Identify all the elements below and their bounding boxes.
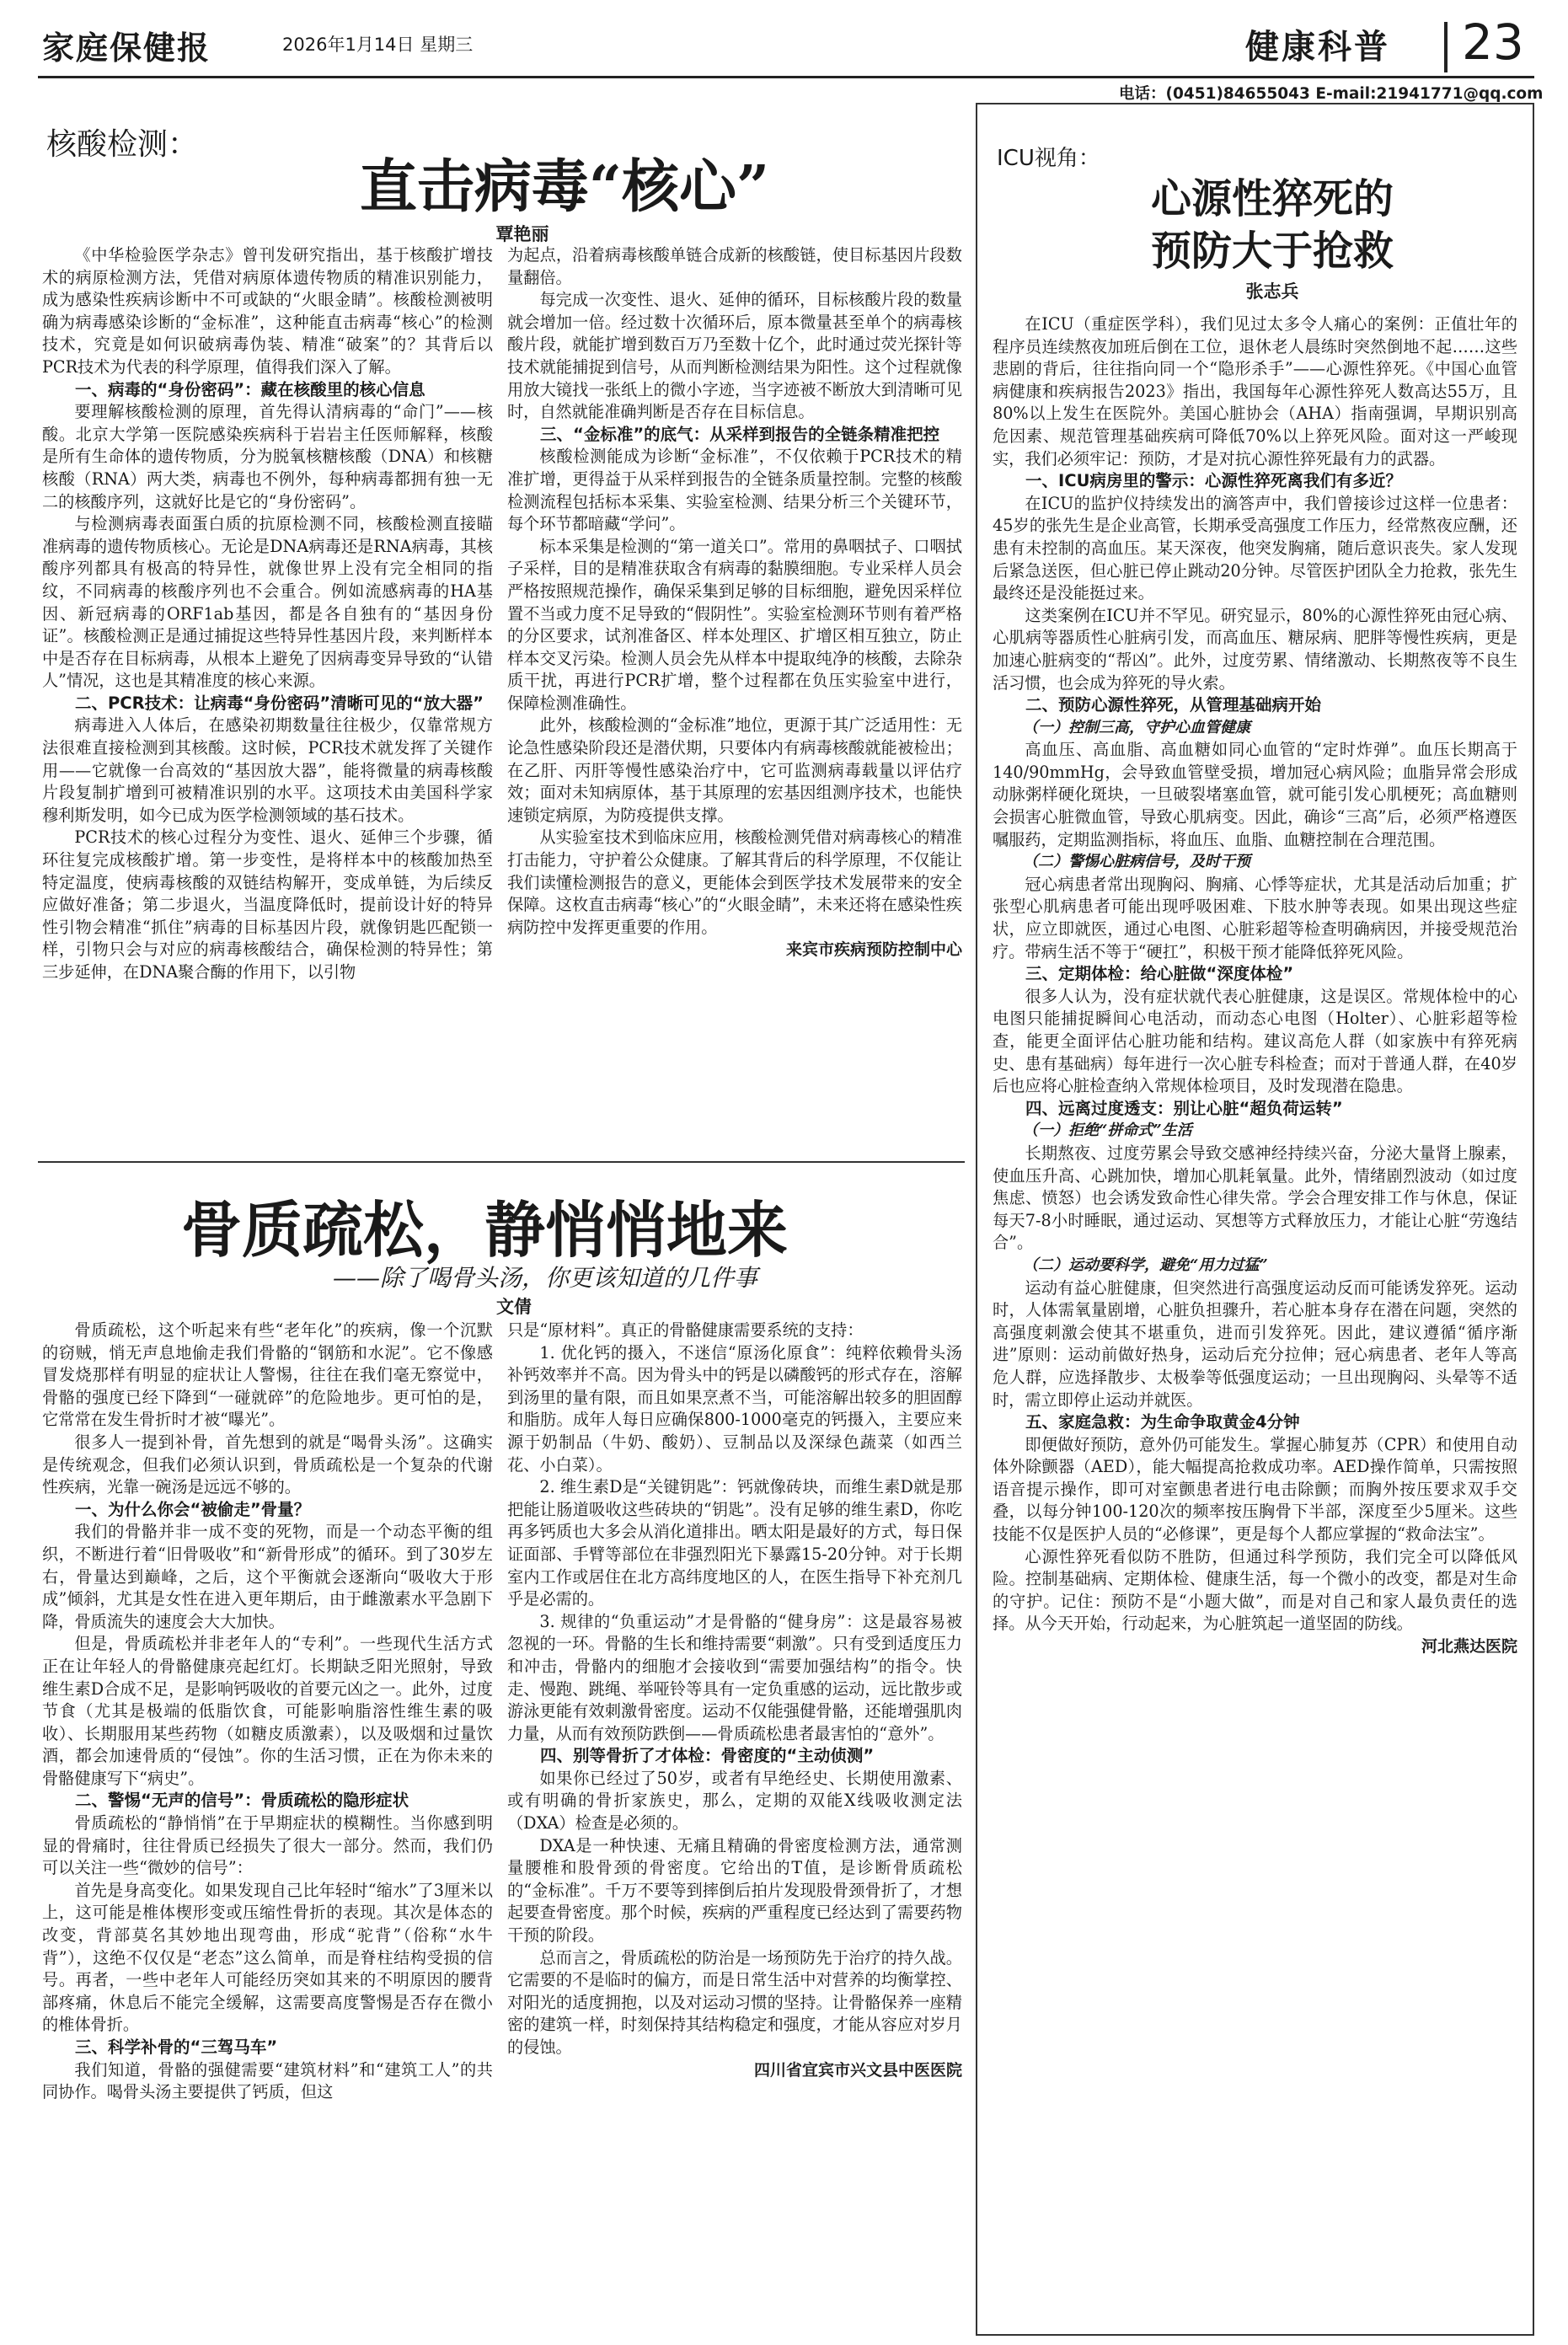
paragraph: 每完成一次变性、退火、延伸的循环，目标核酸片段的数量就会增加一倍。经过数十次循环后，原本微量甚至单个的病毒核酸片段，就能扩增到数百万乃至数十亿个，此时通过荧光探针等技术就能捕捉到信号，从而判断检测结果为阳性。这个过程就像用放大镜找一张纸上的微小字迹，当字迹被不断放大到清晰可见时，自然就能准确判断是否存在目标信息。: [507, 290, 962, 422]
paragraph: 此外，核酸检测的“金标准”地位，更源于其广泛适用性：无论急性感染阶段还是潜伏期，只要体内有病毒核酸就能被检出；在乙肝、丙肝等慢性感染治疗中，它可监测病毒载量以评估疗效；面对未知病原体，基于其原理的宏基因组测序技术，也能快速锁定病原，为防疫提供支撑。: [507, 715, 962, 825]
article3-author: 张志兵: [1245, 281, 1299, 302]
section-name: 健康科普: [1245, 27, 1390, 67]
paragraph: 冠心病患者常出现胸闷、胸痛、心悸等症状，尤其是活动后加重；扩张型心肌病患者可能出现呼吸困难、下肢水肿等表现。如果出现这些症状，应立即就医，通过心电图、心脏彩超等检查明确病因，并接受规范治疗。带病生活不等于“硬扛”，积极干预才能降低猝死风险。: [993, 874, 1517, 961]
paragraph: 骨质疏松，这个听起来有些“老年化”的疾病，像一个沉默的窃贼，悄无声息地偷走我们骨骼的“钢筋和水泥”。它不像感冒发烧那样有明显的症状让人警惕，往往在我们毫无察觉中，骨骼的强度已经下降到“一碰就碎”的危险地步。更可怕的是，它常常在发生骨折时才被“曝光”。: [42, 1320, 493, 1430]
paragraph: 为起点，沿着病毒核酸单链合成新的核酸链，使目标基因片段数量翻倍。: [507, 245, 962, 287]
section-heading: 一、ICU病房里的警示：心源性猝死离我们有多近？: [1025, 471, 1402, 491]
article2-subtitle: ——除了喝骨头汤，你更该知道的几件事: [333, 1264, 758, 1292]
sub-heading: （一）控制三高，守护心血管健康: [1023, 718, 1250, 736]
article2-column-2: [507, 1320, 962, 2335]
paragraph: 运动有益心脏健康，但突然进行高强度运动反而可能诱发猝死。运动时，人体需氧量剧增，心脏负担骤升，若心脏本身存在潜在问题，突然的高强度刺激会使其不堪重负，进而引发猝死。因此，建议遵循“循序渐进”原则：运动前做好热身，运动后充分拉伸；冠心病患者、老年人等高危人群，应选择散步、太极拳等低强度运动；一旦出现胸闷、头晕等不适时，需立即停止运动并就医。: [993, 1277, 1517, 1410]
paragraph: 首先是身高变化。如果发现自己比年轻时“缩水”了3厘米以上，这可能是椎体楔形变或压缩性骨折的表现。其次是体态的改变，背部莫名其妙地出现弯曲，形成“驼背”（俗称“水牛背”），这绝不仅仅是“老态”这么简单，而是脊柱结构受损的信号。再者，一些中老年人可能经历突如其来的不明原因的腰背部疼痛，休息后不能完全缓解，这需要高度警惕是否存在微小的椎体骨折。: [42, 1880, 493, 2035]
section-heading: 一、为什么你会“被偷走”骨量？: [75, 1499, 311, 1519]
section-heading: 三、科学补骨的“三驾马车”: [75, 2037, 278, 2057]
section-heading: 四、别等骨折了才体检：骨密度的“主动侦测”: [540, 1746, 875, 1766]
paragraph: 标本采集是检测的“第一道关口”。常用的鼻咽拭子、口咽拭子采样，目的是精准获取含有病毒的黏膜细胞。专业采样人员会严格按照规范操作，确保采集到足够的目标细胞，避免因采样位置不当或力度不足导致的“假阴性”。实验室检测环节则有着严格的分区要求，试剂准备区、样本处理区、扩增区相互独立，防止样本交叉污染。检测人员会先从样本中提取纯净的核酸，去除杂质干扰，再进行PCR扩增，整个过程都在负压实验室中进行，保障检测准确性。: [507, 536, 962, 713]
paragraph: 3. 规律的“负重运动”才是骨骼的“健身房”：这是最容易被忽视的一环。骨骼的生长和维持需要“刺激”。只有受到适度压力和冲击，骨骼内的细胞才会接收到“需要加强结构”的指令。快走、慢跑、跳绳、举哑铃等具有一定负重感的运动，远比散步或游泳更能有效刺激骨密度。运动不仅能强健骨骼，还能增强肌肉力量，从而有效预防跌倒——骨质疏松患者最害怕的“意外”。: [507, 1611, 962, 1743]
section-heading: 三、定期体检：给心脏做“深度体检”: [1025, 964, 1294, 984]
article1-author: 覃艳丽: [495, 224, 549, 244]
sub-heading: （二）运动要科学，避免“用力过猛”: [1023, 1255, 1268, 1274]
article-divider: [38, 1161, 965, 1163]
paper-name: 家庭保健报: [42, 29, 211, 67]
article3-body: [993, 313, 1517, 2327]
paragraph: 在ICU的监护仪持续发出的滴答声中，我们曾接诊过这样一位患者：45岁的张先生是企业高管，长期承受高强度工作压力，经常熬夜应酬，还患有未控制的高血压。某天深夜，他突发胸痛，随后意识丧失。家人发现后紧急送医，但心脏已停止跳动20分钟。尽管医护团队全力抢救，张先生最终还是没能挺过来。: [993, 493, 1517, 603]
paragraph: 即便做好预防，意外仍可能发生。掌握心肺复苏（CPR）和使用自动体外除颤器（AED），能大幅提高抢救成功率。AED操作简单，只需按照语音提示操作，即可对室颤患者进行电击除颤；而胸外按压要求双手交叠，以每分钟100-120次的频率按压胸骨下半部，深度至少5厘米。这些技能不仅是医护人员的“必修课”，更是每个人都应掌握的“救命法宝”。: [993, 1434, 1517, 1545]
article1-column-1: [42, 244, 493, 1140]
paragraph: 如果你已经过了50岁，或者有早绝经史、长期使用激素、或有明确的骨折家族史，那么，定期的双能X线吸收测定法（DXA）检查是必须的。: [507, 1768, 962, 1834]
paragraph: 高血压、高血脂、高血糖如同心血管的“定时炸弹”。血压长期高于140/90mmHg，会导致血管壁受损，增加冠心病风险；血脂异常会形成动脉粥样硬化斑块，一旦破裂堵塞血管，就可能引发心肌梗死；高血糖则会损害心脏微血管，导致心肌病变。因此，确诊“三高”后，必须严格遵医嘱服药，定期监测指标，将血压、血脂、血糖控制在合理范围。: [993, 740, 1517, 849]
section-heading: 四、远离过度透支：别让心脏“超负荷运转”: [1025, 1098, 1343, 1118]
section-heading: 一、病毒的“身份密码”：藏在核酸里的核心信息: [75, 379, 425, 399]
issue-date: 2026年1月14日 星期三: [282, 35, 474, 55]
source-credit: 来宾市疾病预防控制中心: [785, 940, 962, 960]
header-rule: [38, 76, 1534, 78]
paragraph: 但是，骨质疏松并非老年人的“专利”。一些现代生活方式正在让年轻人的骨骼健康亮起红灯。长期缺乏阳光照射，导致维生素D合成不足，是影响钙吸收的首要元凶之一。此外，过度节食（尤其是极端的低脂饮食，可能影响脂溶性维生素的吸收）、长期服用某些药物（如糖皮质激素），以及吸烟和过量饮酒，都会加速骨质的“侵蚀”。你的生活习惯，正在为你未来的骨骼健康写下“病史”。: [42, 1634, 493, 1788]
paragraph: 在ICU（重症医学科），我们见过太多令人痛心的案例：正值壮年的程序员连续熬夜加班后倒在工位，退休老人晨练时突然倒地不起……这些悲剧的背后，往往指向同一个“隐形杀手”——心源性猝死。《中国心血管病健康和疾病报告2023》指出，我国每年心源性猝死人数高达55万，且80%以上发生在医院外。美国心脏协会（AHA）指南强调，早期识别高危因素、规范管理基础疾病可降低70%以上猝死风险。面对这一严峻现实，我们必须牢记：预防，才是对抗心源性猝死最有力的武器。: [993, 314, 1517, 468]
article2-title: 骨质疏松，静悄悄地来: [180, 1194, 788, 1266]
header-vertical-rule: [1444, 22, 1448, 72]
paragraph: 要理解核酸检测的原理，首先得认清病毒的“命门”——核酸。北京大学第一医院感染疾病科于岩岩主任医师解释，核酸是所有生命体的遗传物质，分为脱氧核糖核酸（DNA）和核糖核酸（RNA）两大类，病毒也不例外，每种病毒都拥有独一无二的核酸序列，这就好比是它的“身份密码”。: [42, 402, 493, 511]
paragraph: 我们的骨骼并非一成不变的死物，而是一个动态平衡的组织，不断进行着“旧骨吸收”和“新骨形成”的循环。到了30岁左右，骨量达到巅峰，之后，这个平衡就会逐渐向“吸收大于形成”倾斜，尤其是女性在进入更年期后，由于雌激素水平急剧下降，骨质流失的速度会大大加快。: [42, 1522, 493, 1631]
section-heading: 五、家庭急救：为生命争取黄金4分钟: [1025, 1412, 1300, 1432]
section-heading: 二、PCR技术：让病毒“身份密码”清晰可见的“放大器”: [75, 693, 484, 713]
paragraph: 这类案例在ICU并不罕见。研究显示，80%的心源性猝死由冠心病、心肌病等器质性心脏病引发，而高血压、糖尿病、肥胖等慢性疾病，更是加速心脏病变的“帮凶”。此外，过度劳累、情绪激动、长期熬夜等不良生活习惯，也会成为猝死的导火索。: [993, 605, 1517, 693]
paragraph: 总而言之，骨质疏松的防治是一场预防先于治疗的持久战。它需要的不是临时的偏方，而是日常生活中对营养的均衡掌控、对阳光的适度拥抱，以及对运动习惯的坚持。让骨骼保养一座精密的建筑一样，时刻保持其结构稳定和强度，才能从容应对岁月的侵蚀。: [507, 1947, 962, 2057]
article1-kicker: 核酸检测：: [46, 127, 199, 162]
section-heading: 二、预防心源性猝死，从管理基础病开始: [1025, 695, 1322, 715]
paragraph: 病毒进入人体后，在感染初期数量往往极少，仅靠常规方法很难直接检测到其核酸。这时候，PCR技术就发挥了关键作用——它就像一台高效的“基因放大器”，能将微量的病毒核酸片段复制扩增到可被精准识别的水平。这项技术由美国科学家穆利斯发明，如今已成为医学检测领域的基石技术。: [42, 715, 493, 825]
paragraph: 核酸检测能成为诊断“金标准”，不仅依赖于PCR技术的精准扩增，更得益于从采样到报告的全链条质量控制。完整的核酸检测流程包括标本采集、实验室检测、结果分析三个关键环节，每个环节都暗藏“学问”。: [507, 447, 962, 534]
section-heading: 二、警惕“无声的信号”：骨质疏松的隐形症状: [75, 1791, 409, 1811]
paragraph: 2. 维生素D是“关键钥匙”：钙就像砖块，而维生素D就是那把能让肠道吸收这些砖块的“钥匙”。没有足够的维生素D，你吃再多钙质也大多会从消化道排出。晒太阳是最好的方式，每日保证面部、手臂等部位在非强烈阳光下暴露15-20分钟。对于长期室内工作或居住在北方高纬度地区的人，在医生指导下补充剂几乎是必需的。: [507, 1477, 962, 1609]
paragraph: 很多人认为，没有症状就代表心脏健康，这是误区。常规体检中的心电图只能捕捉瞬间心电活动，而动态心电图（Holter）、心脏彩超等检查，能更全面评估心脏功能和结构。建议高危人群（如家族中有猝死病史、患有基础病）每年进行一次心脏专科检查；而对于普通人群，在40岁后也应将心脏检查纳入常规体检项目，及时发现潜在隐患。: [993, 986, 1517, 1096]
article3-title-line1: 心源性猝死的: [1150, 175, 1394, 222]
paragraph: 与检测病毒表面蛋白质的抗原检测不同，核酸检测直接瞄准病毒的遗传物质核心。无论是DNA病毒还是RNA病毒，其核酸序列都具有极高的特异性，就像世界上没有完全相同的指纹，不同病毒的核酸序列也不会重合。例如流感病毒的HA基因、新冠病毒的ORF1ab基因，都是各自独有的“基因身份证”。核酸检测正是通过捕捉这些特异性基因片段，来判断样本中是否存在目标病毒，从根本上避免了因病毒变异导致的“认错人”情况，这也是其精准度的核心来源。: [42, 514, 493, 691]
article2-column-1: [42, 1320, 493, 2335]
source-credit: 河北燕达医院: [1421, 1637, 1517, 1657]
paragraph: 从实验室技术到临床应用，核酸检测凭借对病毒核心的精准打击能力，守护着公众健康。了解其背后的科学原理，不仅能让我们读懂检测报告的意义，更能体会到医学技术发展带来的安全保障。这枚直击病毒“核心”的“火眼金睛”，未来还将在感染性疾病防控中发挥更重要的作用。: [507, 827, 962, 937]
contact-info: 电话：(0451)84655043 E-mail:21941771@qq.com: [1119, 85, 1544, 103]
article3-title-line2: 预防大于抢救: [1150, 228, 1394, 275]
article1-title: 直击病毒“核心”: [359, 153, 770, 221]
paragraph: 我们知道，骨骼的强健需要“建筑材料”和“建筑工人”的共同协作。喝骨头汤主要提供了钙质，但这: [42, 2059, 493, 2102]
paragraph: PCR技术的核心过程分为变性、退火、延伸三个步骤，循环往复完成核酸扩增。第一步变性，是将样本中的核酸加热至特定温度，使病毒核酸的双链结构解开，变成单链，为后续反应做好准备；第二步退火，当温度降低时，提前设计好的特异性引物会精准“抓住”病毒的目标基因片段，就像钥匙匹配锁一样，引物只会与对应的病毒核酸结合，确保检测的特异性；第三步延伸，在DNA聚合酶的作用下，以引物: [42, 827, 493, 982]
paragraph: 只是“原材料”。真正的骨骼健康需要系统的支持：: [507, 1320, 864, 1340]
paragraph: 心源性猝死看似防不胜防，但通过科学预防，我们完全可以降低风险。控制基础病、定期体检、健康生活，每一个微小的改变，都是对生命的守护。记住：预防不是“小题大做”，而是对自己和家人最负责任的选择。从今天开始，行动起来，为心脏筑起一道坚固的防线。: [993, 1546, 1517, 1634]
paragraph: DXA是一种快速、无痛且精确的骨密度检测方法，通常测量腰椎和股骨颈的骨密度。它给出的T值，是诊断骨质疏松的“金标准”。千万不要等到摔倒后拍片发现股骨颈骨折了，才想起要查骨密度。那个时候，疾病的严重程度已经达到了需要药物干预的阶段。: [507, 1835, 962, 1946]
section-heading: 三、“金标准”的底气：从采样到报告的全链条精准把控: [540, 424, 940, 444]
sub-heading: （一）拒绝“拼命式”生活: [1023, 1122, 1192, 1140]
paragraph: 长期熬夜、过度劳累会导致交感神经持续兴奋，分泌大量肾上腺素，使血压升高、心跳加快，增加心肌耗氧量。此外，情绪剧烈波动（如过度焦虑、愤怒）也会诱发致命性心律失常。学会合理安排工作与休息，保证每天7-8小时睡眠，通过运动、冥想等方式释放压力，才能让心脏“劳逸结合”。: [993, 1143, 1517, 1253]
page-number: 23: [1462, 13, 1524, 71]
article3-kicker: ICU视角：: [997, 146, 1100, 171]
article2-author: 文倩: [496, 1297, 532, 1317]
article1-column-2: [507, 244, 962, 1140]
paragraph: 《中华检验医学杂志》曾刊发研究指出，基于核酸扩增技术的病原检测方法，凭借对病原体遗传物质的精准识别能力，成为感染性疾病诊断中不可或缺的“火眼金睛”。核酸检测被明确为病毒感染诊断的“金标准”，这种能直击病毒“核心”的检测技术，究竟是如何识破病毒伪装、精准“破案”的？其背后以PCR技术为代表的科学原理，值得我们深入了解。: [42, 245, 493, 377]
source-credit: 四川省宜宾市兴文县中医医院: [753, 2060, 962, 2080]
sub-heading: （二）警惕心脏病信号，及时干预: [1023, 853, 1250, 871]
paragraph: 1. 优化钙的摄入，不迷信“原汤化原食”：纯粹依赖骨头汤补钙效率并不高。因为骨头中的钙是以磷酸钙的形式存在，溶解到汤里的量有限，而且如果烹煮不当，可能溶解出较多的胆固醇和脂肪。成年人每日应确保800-1000毫克的钙摄入，主要应来源于奶制品（牛奶、酸奶）、豆制品以及深绿色蔬菜（如西兰花、小白菜）。: [507, 1342, 962, 1475]
paragraph: 很多人一提到补骨，首先想到的就是“喝骨头汤”。这确实是传统观念，但我们必须认识到，骨质疏松是一个复杂的代谢性疾病，光靠一碗汤是远远不够的。: [42, 1432, 493, 1497]
paragraph: 骨质疏松的“静悄悄”在于早期症状的模糊性。当你感到明显的骨痛时，往往骨质已经损失了很大一部分。然而，我们仍可以关注一些“微妙的信号”：: [42, 1813, 493, 1878]
